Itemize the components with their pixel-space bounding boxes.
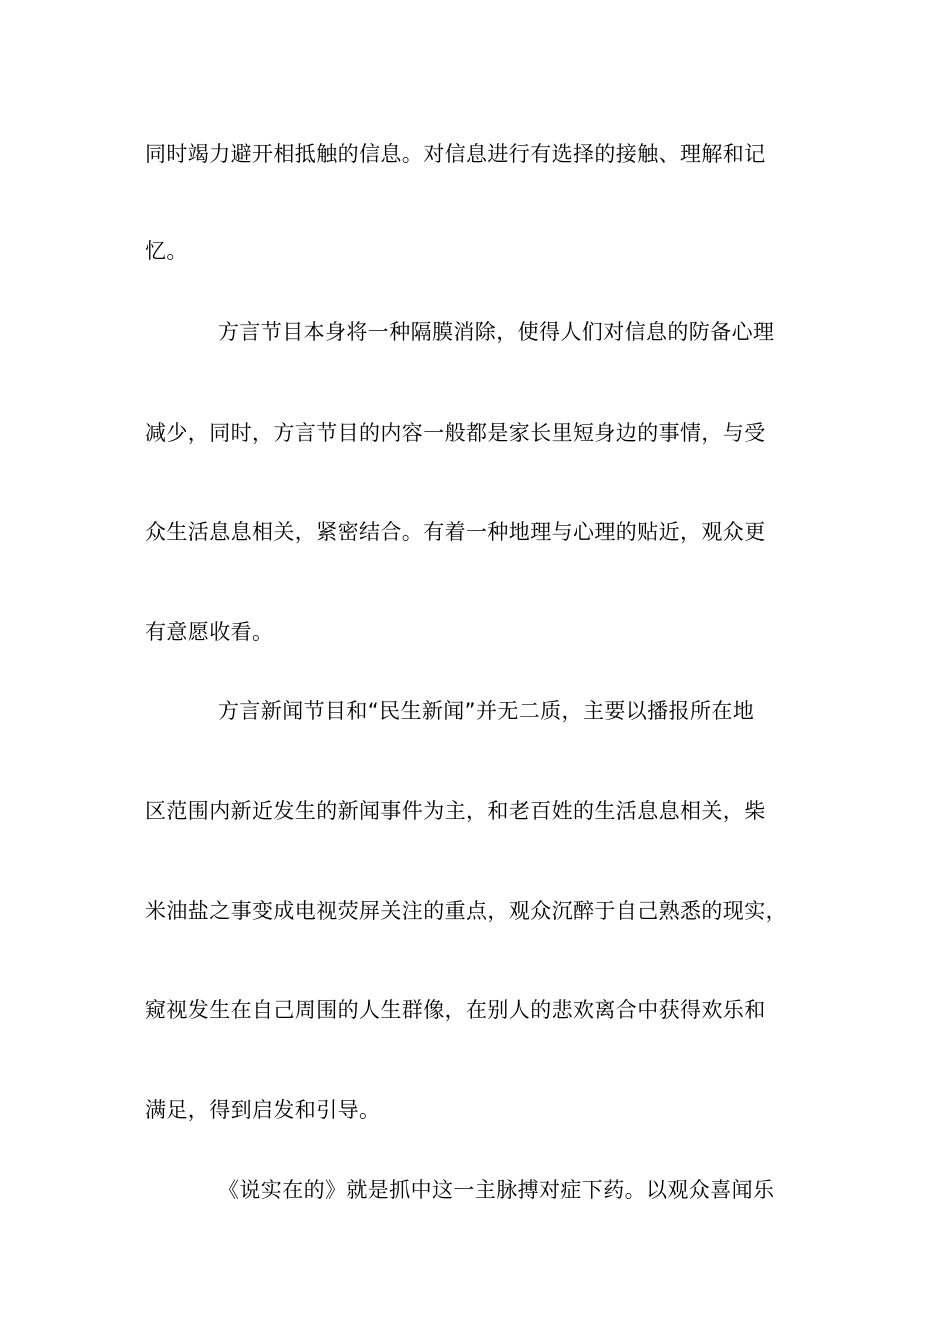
paragraph-1-first-line: 方言节目本身将一种隔膜消除，使得人们对信息的防备心理: [218, 320, 775, 344]
paragraph-2-first-line: 方言新闻节目和“民生新闻”并无二质，主要以播报所在地: [218, 699, 755, 723]
text-line-11: 满足，得到启发和引导。: [145, 1098, 381, 1122]
text-line-8: 区范围内新近发生的新闻事件为主，和老百姓的生活息息相关，柴: [145, 799, 766, 823]
text-line-5: 众生活息息相关，紧密结合。有着一种地理与心理的贴近，观众更: [145, 520, 766, 544]
text-line-6: 有意愿收看。: [145, 620, 274, 644]
paragraph-3-first-line: 《说实在的》就是抓中这一主脉搏对症下药。以观众喜闻乐: [218, 1178, 775, 1202]
text-line-9: 米油盐之事变成电视荧屏关注的重点，观众沉醉于自己熟悉的现实，: [145, 899, 787, 923]
text-line-4: 减少，同时，方言节目的内容一般都是家长里短身边的事情，与受: [145, 421, 766, 445]
text-line-1: 同时竭力避开相抵触的信息。对信息进行有选择的接触、理解和记: [145, 142, 766, 166]
text-line-2: 忆。: [145, 239, 188, 263]
text-line-10: 窥视发生在自己周围的人生群像，在别人的悲欢离合中获得欢乐和: [145, 998, 766, 1022]
